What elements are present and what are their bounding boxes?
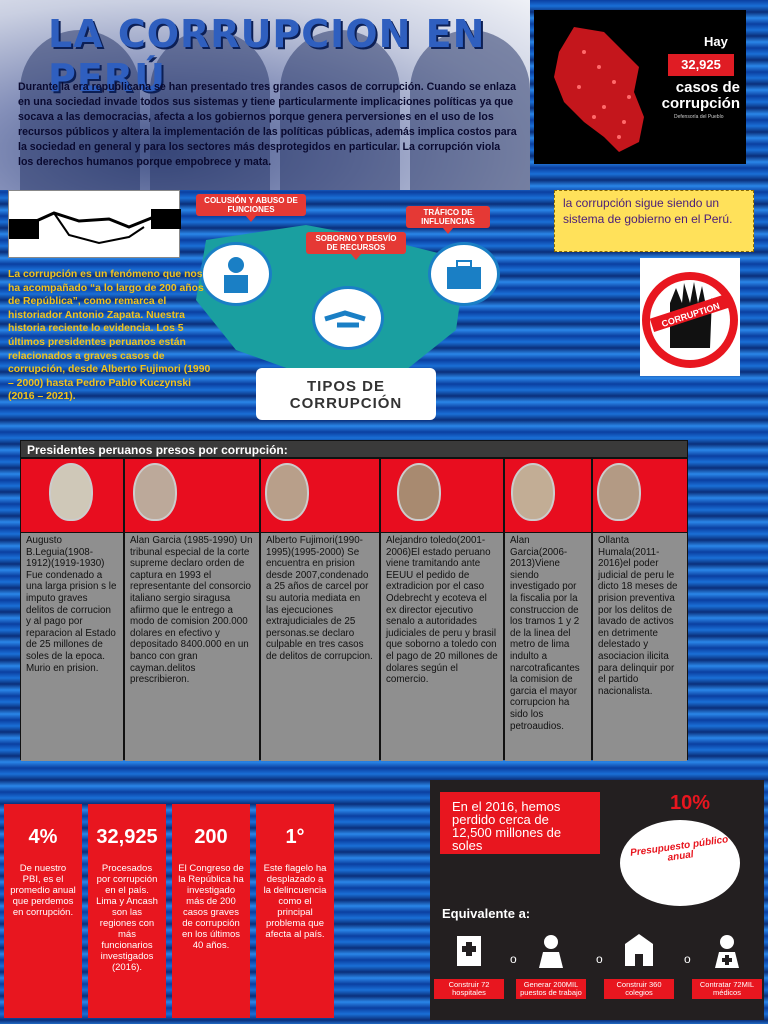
portrait-icon xyxy=(265,463,309,521)
stat-card xyxy=(172,804,250,1018)
portrait-icon xyxy=(597,463,641,521)
stat-description: El Congreso de la República ha investigado más de 200 casos graves de corrupción en los últimos 40 años. xyxy=(178,863,244,951)
doctor-icon xyxy=(707,930,747,970)
president-description: Alan Garcia(2006-2013)Viene siendo investigado por la fiscalia por la construccion de los tramos 1 y 2 de la linea del metro de lima indulto a narcotraficantes la comision de garcia el mayor corrupcion ha sido los petroaudios. xyxy=(505,533,591,761)
stat-description: Este flagelo ha desplazado a la delincuencia como el principal problema que afecta al país. xyxy=(263,863,327,940)
tipos-title: TIPOS DE CORRUPCIÓN xyxy=(289,378,403,412)
budget-panel xyxy=(430,780,764,1020)
budget-item-label: Generar 200MIL puestos de trabajo xyxy=(516,979,586,999)
budget-ellipse-label: Presupuesto público anual xyxy=(629,834,729,864)
president-photo xyxy=(381,459,503,533)
president-column xyxy=(592,458,688,760)
separator-dot: o xyxy=(596,952,603,966)
yellow-note: la corrupción sigue siendo un sistema de gobierno en el Perú. xyxy=(554,190,754,252)
map-cases-number: 32,925 xyxy=(668,54,734,76)
portrait-icon xyxy=(49,463,93,521)
presidents-table xyxy=(20,440,688,760)
tipo-tag-soborno: SOBORNO Y DESVÍO DE RECURSOS xyxy=(306,232,406,254)
stat-value: 200 xyxy=(194,826,228,848)
budget-percent: 10% xyxy=(670,792,711,814)
separator-dot: o xyxy=(510,952,517,966)
president-description: Augusto B.Leguia(1908-1912)(1919-1930) Fue condenado a una larga prision s le imputo graves delitos de corrucion y al pago por reparacion al Estado de 25 millones de soles de la epoca. Murio en prision. xyxy=(21,533,123,761)
stop-corruption-image xyxy=(640,258,740,376)
president-description: Ollanta Humala(2011-2016)el poder judicial de peru le dicto 18 meses de prision preventiva por los delitos de lavado de activos en detrimente delestado y asociacion ilicita para delinquir por el partido nacionalista. xyxy=(593,533,687,761)
budget-lost-note: En el 2016, hemos perdido cerca de 12,500 millones de soles xyxy=(440,792,600,854)
president-photo xyxy=(21,459,123,533)
tipo-tag-trafico: TRÁFICO DE INFLUENCIAS xyxy=(406,206,490,228)
stat-description: Procesados por corrupción en el país. Lima y Ancash son las regiones con más funcionarios investigados (2016). xyxy=(96,863,158,973)
budget-item-label: Construir 360 colegios xyxy=(604,979,674,999)
president-column xyxy=(260,458,380,760)
stat-card xyxy=(256,804,334,1018)
handshake-circle-icon xyxy=(312,286,384,350)
stat-value: 32,925 xyxy=(96,826,158,848)
president-column xyxy=(20,458,124,760)
president-column xyxy=(124,458,260,760)
peru-map-icon xyxy=(544,22,654,157)
portrait-icon xyxy=(511,463,555,521)
budget-item xyxy=(434,930,504,1000)
budget-equivalente-label: Equivalente a: xyxy=(442,906,531,921)
map-source: Defensoría del Pueblo xyxy=(674,114,724,120)
budget-item xyxy=(604,930,674,1000)
presidents-table-header: Presidentes peruanos presos por corrupción: xyxy=(20,440,688,458)
school-icon xyxy=(619,930,659,970)
hospital-icon xyxy=(449,930,489,970)
president-description: Alberto Fujimori(1990-1995)(1995-2000) Se encuentra en prision desde 2007,condenado a 25 años de carcel por su autoria mediata en las ejecuciones extrajudiciales de 25 personas.se declaro culpable en tres casos de delitos de corrupcion. xyxy=(261,533,379,761)
stop-sign-label: CORRUPTION xyxy=(660,300,721,330)
tipos-corrupcion-diagram xyxy=(186,190,476,430)
budget-item xyxy=(692,930,762,1000)
handshake-icon xyxy=(9,191,181,259)
portrait-icon xyxy=(133,463,177,521)
page-title: LA CORRUPCION EN PERÚ xyxy=(48,12,486,100)
stop-hand-icon xyxy=(640,258,740,376)
top-banner xyxy=(0,0,530,190)
stat-card xyxy=(4,804,82,1018)
tipo-tag-colusion: COLUSIÓN Y ABUSO DE FUNCIONES xyxy=(196,194,306,216)
president-photo xyxy=(261,459,379,533)
intro-paragraph: Durante la era republicana se han presentado tres grandes casos de corrupción. Cuando se enlaza en una sociedad invade todos sus sistemas y tiene particularmente implicaciones políticas ya que socava a las democracias, afecta a los gobiernos porque genera perversiones en el uso de los recursos públicos y altera la implementación de las políticas públicas, además implica costos para la sociedad en general y para los sectores más desprotegidos en particular. La corrupción viola los derechos humanos porque empobrece y mata. xyxy=(18,81,517,168)
president-column xyxy=(504,458,592,760)
separator-dot: o xyxy=(684,952,691,966)
budget-item xyxy=(516,930,586,1000)
stat-value: 4% xyxy=(28,826,58,848)
left-paragraph: La corrupción es un fenómeno que nos ha acompañado “a lo largo de 200 años de República”, como remarca el historiador Antonio Zapata. Nuestra historia reciente lo evidencia. Los 5 últimos presidentes peruanos están relacionados a graves casos de corrupción, desde Alberto Fujimori (1990 – 2000) hasta Pedro Pablo Kuczynski (2016 – 2021). xyxy=(8,269,211,403)
briefcase-icon xyxy=(428,242,500,306)
worker-icon xyxy=(531,930,571,970)
portrait-icon xyxy=(397,463,441,521)
president-photo xyxy=(505,459,591,533)
president-description: Alejandro toledo(2001-2006)El estado peruano viene tramitando ante EEUU el pedido de extradicion por el caso Odebrecht y ecoteva el ex director ejecutivo senalo a autoridades judiciales de peru y brasil que soborno a toledo con el pago de 20 millones de dolares según el comercio. xyxy=(381,533,503,761)
budget-item-label: Contratar 72MIL médicos xyxy=(692,979,762,999)
stat-description: De nuestro PBI, es el promedio anual que perdemos en corrupción. xyxy=(10,863,76,918)
peru-map-panel xyxy=(534,10,746,164)
president-column xyxy=(380,458,504,760)
handshake-image xyxy=(8,190,180,258)
stat-value: 1° xyxy=(285,826,305,848)
president-photo xyxy=(593,459,687,533)
map-hay-label: Hay xyxy=(704,34,728,49)
stat-card xyxy=(88,804,166,1018)
map-cases-label: casos de corrupción xyxy=(661,79,740,112)
president-photo xyxy=(125,459,259,533)
budget-item-label: Construir 72 hospitales xyxy=(434,979,504,999)
president-description: Alan Garcia (1985-1990) Un tribunal especial de la corte supreme declaro orden de captura en 1993 el representante del consorcio italiano sergio siragusa afiirmo que le entrego a modo de comision 200.000 dolares en efectivo y depositado 8400.000 en un banco con gran cayman.delitos prescribieron. xyxy=(125,533,259,761)
